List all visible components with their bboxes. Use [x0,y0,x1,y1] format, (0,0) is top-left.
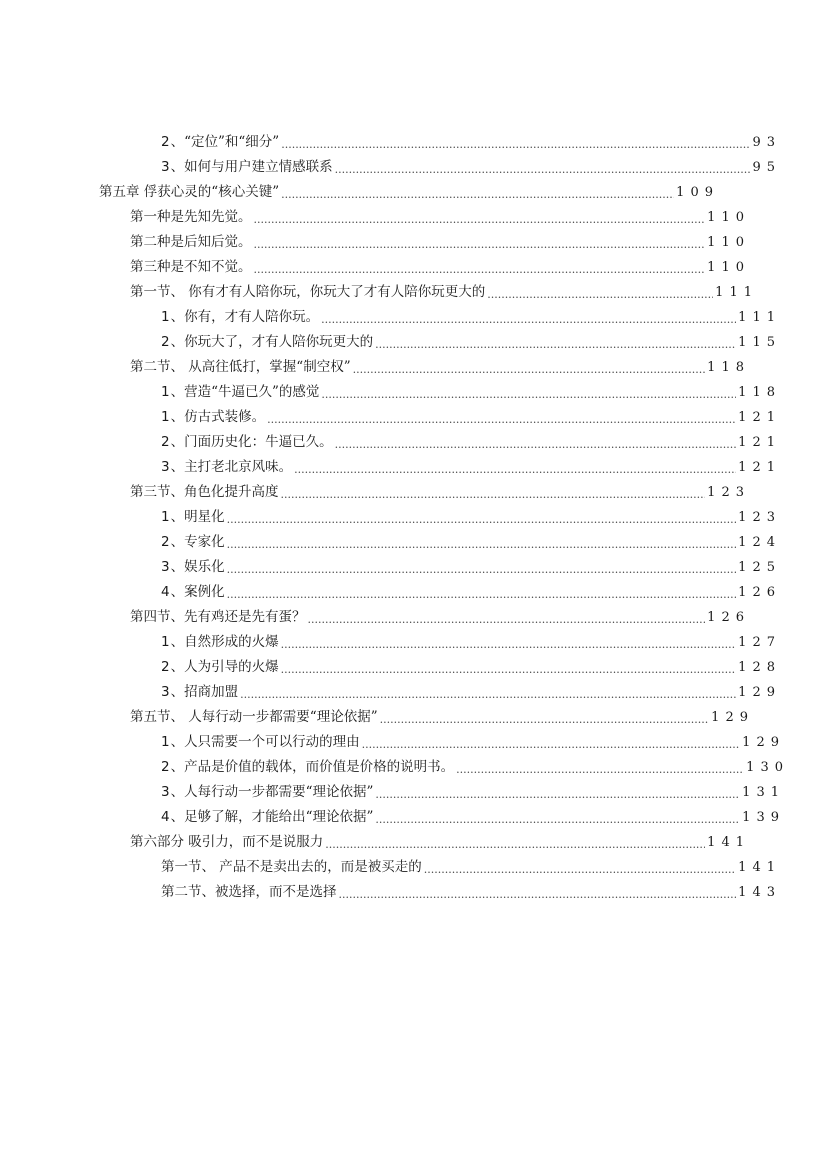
toc-entry-number: 2 [161,334,170,350]
toc-entry-number: 2 [161,659,170,675]
toc-entry-text: 第三种是不知不觉。 [130,259,252,275]
toc-entry-text: 、门面历史化：牛逼已久。 [170,434,333,450]
table-of-contents [0,130,827,905]
toc-entry-title [161,855,422,880]
toc-entry[interactable] [0,230,750,255]
toc-dot-leader [325,832,705,857]
toc-dot-leader [456,757,744,782]
toc-page-number: 131 [742,785,785,800]
toc-dot-leader [227,557,737,582]
toc-entry-title [161,805,373,830]
toc-entry[interactable] [0,505,781,530]
toc-dot-leader [227,582,737,607]
toc-entry-title [161,630,279,655]
toc-page-number: 110 [707,235,750,250]
toc-entry-text: 、人每行动一步都需要“理论依据” [170,784,374,800]
toc-dot-leader [281,132,750,157]
toc-entry-title [130,355,351,380]
toc-entry-number: 2 [161,134,170,150]
toc-page-number: 110 [707,210,750,225]
toc-dot-leader [339,882,737,907]
toc-page-number: 125 [738,560,781,575]
toc-page-number: 126 [707,610,750,625]
toc-entry-title [161,430,333,455]
toc-entry-text: 第三节、角色化提升高度 [130,484,279,500]
toc-dot-leader [424,857,736,882]
toc-dot-leader [335,157,751,182]
toc-entry-number: 1 [161,734,170,750]
toc-entry-text: 、娱乐化 [170,559,225,575]
toc-page-number: 95 [752,160,781,175]
toc-entry[interactable] [0,730,785,755]
toc-page-number: 141 [707,835,750,850]
toc-entry-title [161,730,360,755]
toc-entry-text: 第五节、 人每行动一步都需要“理论依据” [130,709,378,725]
toc-page-number: 126 [738,585,781,600]
toc-entry-title [161,780,373,805]
toc-entry-title [130,255,252,280]
toc-entry-text: 、营造“牛逼已久”的感觉 [170,384,320,400]
toc-dot-leader [321,382,736,407]
toc-dot-leader [375,332,736,357]
toc-entry-text: 、专家化 [170,534,225,550]
toc-entry-title [161,405,265,430]
toc-page-number: 111 [738,310,781,325]
toc-page-number: 123 [707,485,750,500]
toc-entry[interactable] [0,680,781,705]
toc-page-number: 143 [738,885,781,900]
toc-dot-leader [281,182,674,207]
toc-entry-text: 、人为引导的火爆 [170,659,279,675]
toc-dot-leader [281,657,737,682]
toc-entry-title [130,480,279,505]
toc-dot-leader [294,457,736,482]
toc-dot-leader [380,707,710,732]
toc-entry-text: 第二种是后知后觉。 [130,234,252,250]
toc-entry-text: 、产品是价值的载体，而价值是价格的说明书。 [170,759,455,775]
toc-page-number: 129 [742,735,785,750]
toc-entry[interactable] [0,280,758,305]
toc-entry[interactable] [0,255,750,280]
toc-entry-number: 4 [161,584,170,600]
toc-entry-title [161,305,319,330]
toc-entry-text: 、“定位”和“细分” [170,134,280,150]
toc-entry[interactable] [0,205,750,230]
toc-dot-leader [375,807,740,832]
toc-entry[interactable] [0,780,785,805]
toc-entry[interactable] [0,430,781,455]
toc-entry-number: 3 [161,459,170,475]
toc-entry[interactable] [0,880,781,905]
toc-entry-number: 2 [161,534,170,550]
toc-entry-text: 、仿古式装修。 [170,409,266,425]
toc-entry-text: 、如何与用户建立情感联系 [170,159,333,175]
toc-entry-number: 3 [161,559,170,575]
toc-entry-number: 2 [161,434,170,450]
toc-entry[interactable] [0,830,750,855]
toc-dot-leader [353,357,706,382]
toc-entry-title [161,155,333,180]
toc-entry-number: 1 [161,409,170,425]
toc-dot-leader [375,782,740,807]
toc-entry[interactable] [0,755,789,780]
toc-entry[interactable] [0,455,781,480]
toc-entry-text: 第一种是先知先觉。 [130,209,252,225]
toc-entry-title [130,205,252,230]
toc-entry-title [130,280,485,305]
toc-entry-title [161,680,238,705]
toc-entry-number: 1 [161,384,170,400]
toc-dot-leader [254,257,706,282]
toc-dot-leader [321,307,736,332]
toc-page-number: 115 [738,335,781,350]
toc-entry[interactable] [0,180,719,205]
toc-entry-number: 1 [161,634,170,650]
toc-page-number: 121 [738,410,781,425]
toc-entry[interactable] [0,630,781,655]
toc-dot-leader [227,507,737,532]
toc-page-number: 109 [676,185,719,200]
toc-entry[interactable] [0,580,781,605]
toc-dot-leader [254,207,706,232]
toc-entry-text: 、案例化 [170,584,225,600]
toc-entry[interactable] [0,130,781,155]
toc-entry-title [130,230,252,255]
toc-dot-leader [227,532,737,557]
toc-entry[interactable] [0,480,750,505]
toc-dot-leader [281,482,706,507]
toc-entry-text: 第二节、被选择，而不是选择 [161,884,337,900]
toc-entry[interactable] [0,405,781,430]
toc-entry[interactable] [0,805,785,830]
toc-entry-title [161,755,454,780]
toc-page-number: 121 [738,460,781,475]
toc-entry-text: 第六部分 吸引力，而不是说服力 [130,834,324,850]
toc-page-number: 130 [746,760,789,775]
toc-entry-title [161,330,373,355]
toc-entry-text: 、你玩大了，才有人陪你玩更大的 [170,334,374,350]
toc-page-number: 123 [738,510,781,525]
toc-entry-text: 、足够了解，才能给出“理论依据” [170,809,374,825]
toc-entry-text: 、自然形成的火爆 [170,634,279,650]
toc-entry[interactable] [0,705,754,730]
toc-entry-text: 第五章 俘获心灵的“核心关键” [99,184,280,200]
toc-entry-text: 第二节、 从高往低打，掌握“制空权” [130,359,351,375]
toc-entry-title [161,505,225,530]
toc-page-number: 118 [707,360,750,375]
toc-entry-number: 1 [161,509,170,525]
toc-dot-leader [254,232,706,257]
toc-entry-text: 、明星化 [170,509,225,525]
toc-entry-number: 3 [161,684,170,700]
toc-entry-text: 第一节、 你有才有人陪你玩，你玩大了才有人陪你玩更大的 [130,284,486,300]
toc-entry[interactable] [0,305,781,330]
toc-page-number: 93 [752,135,781,150]
toc-entry[interactable] [0,855,781,880]
toc-page-number: 124 [738,535,781,550]
toc-entry-number: 3 [161,159,170,175]
toc-entry-title [161,130,279,155]
toc-entry-number: 2 [161,759,170,775]
toc-page-number: 141 [738,860,781,875]
toc-page-number: 129 [711,710,754,725]
toc-entry[interactable] [0,655,781,680]
toc-dot-leader [308,607,706,632]
toc-dot-leader [362,732,741,757]
toc-entry[interactable] [0,605,750,630]
toc-entry-title [161,380,319,405]
toc-entry-title [161,455,292,480]
toc-entry-text: 、你有，才有人陪你玩。 [170,309,320,325]
toc-entry-title [161,580,225,605]
toc-entry-title [130,605,306,630]
toc-page-number: 128 [738,660,781,675]
toc-entry-text: 、人只需要一个可以行动的理由 [170,734,360,750]
toc-entry[interactable] [0,155,781,180]
toc-entry[interactable] [0,555,781,580]
toc-page-number: 139 [742,810,785,825]
toc-dot-leader [240,682,736,707]
toc-entry-title [161,655,279,680]
toc-page-number: 127 [738,635,781,650]
toc-page-number: 121 [738,435,781,450]
toc-page-number: 110 [707,260,750,275]
toc-entry-number: 3 [161,784,170,800]
toc-entry-title [161,530,225,555]
toc-entry-text: 、招商加盟 [170,684,239,700]
toc-entry[interactable] [0,355,750,380]
toc-entry-title [130,830,323,855]
toc-entry[interactable] [0,530,781,555]
toc-page-number: 118 [738,385,781,400]
toc-entry[interactable] [0,380,781,405]
toc-entry-title [161,555,225,580]
toc-dot-leader [267,407,736,432]
toc-page-number: 111 [715,285,758,300]
toc-entry-text: 第四节、先有鸡还是先有蛋？ [130,609,306,625]
toc-entry-text: 第一节、 产品不是卖出去的，而是被买走的 [161,859,422,875]
toc-page-number: 129 [738,685,781,700]
toc-entry-title [130,705,378,730]
toc-dot-leader [281,632,737,657]
toc-dot-leader [335,432,737,457]
toc-entry-number: 4 [161,809,170,825]
toc-entry-title [99,180,279,205]
toc-dot-leader [487,282,713,307]
toc-entry[interactable] [0,330,781,355]
toc-entry-text: 、主打老北京风味。 [170,459,293,475]
toc-entry-number: 1 [161,309,170,325]
toc-entry-title [161,880,337,905]
